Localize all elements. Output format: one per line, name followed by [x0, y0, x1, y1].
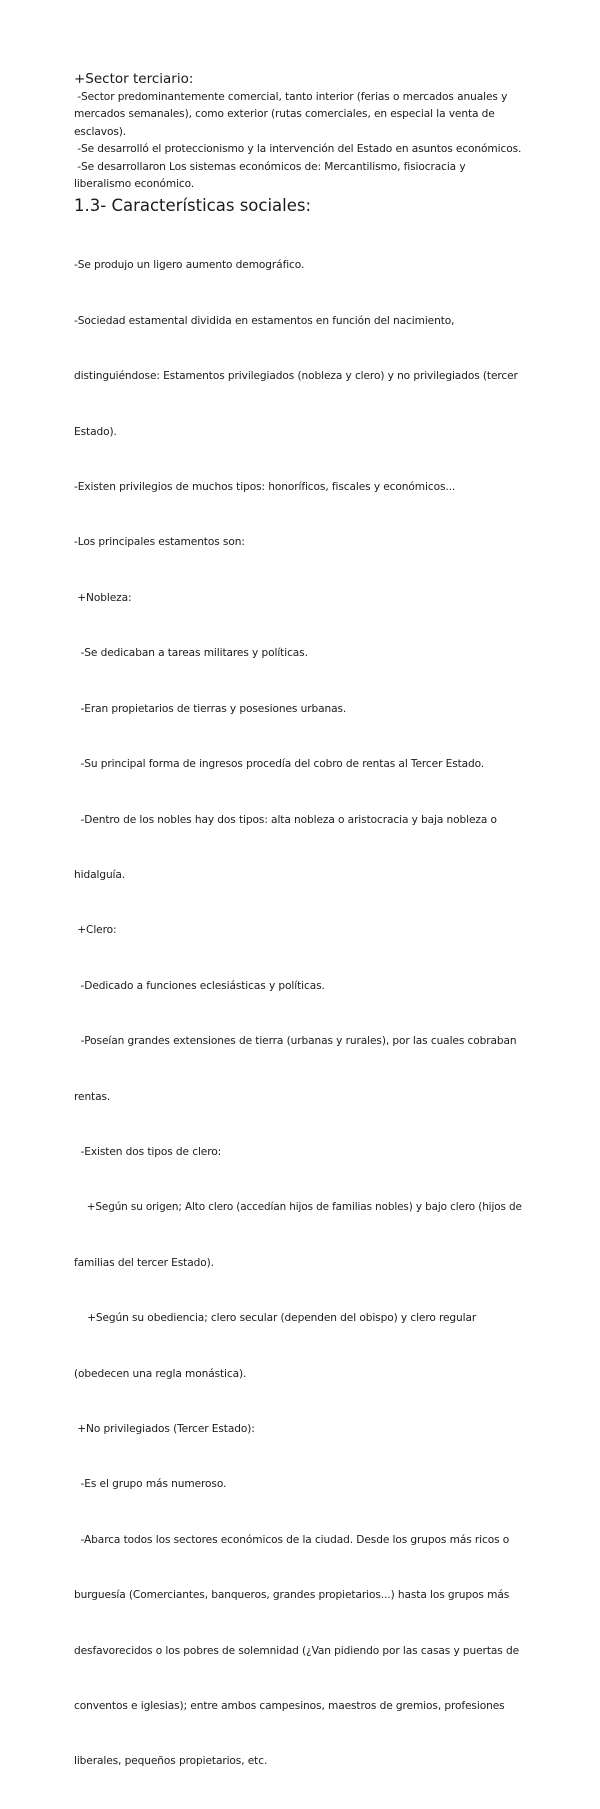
- text-line: hidalguía.: [74, 868, 126, 881]
- text-line: +Según su obediencia; clero secular (dependen del obispo) y clero regular: [74, 1312, 477, 1325]
- text-line: -Abarca todos los sectores económicos de la ciudad. Desde los grupos más ricos o: [74, 1533, 510, 1546]
- text-line: burguesía (Comerciantes, banqueros, grandes propietarios...) hasta los grupos más: [74, 1589, 510, 1602]
- subheading-clero: +Clero:: [74, 924, 117, 937]
- text-line: liberalismo económico.: [74, 178, 195, 191]
- text-line: -Eran propietarios de tierras y posesiones urbanas.: [74, 702, 347, 715]
- text-line: -Se desarrolló el proteccionismo y la intervención del Estado en asuntos económicos.: [74, 143, 522, 156]
- text-line: -Existen dos tipos de clero:: [74, 1145, 222, 1158]
- text-line: liberales, pequeños propietarios, etc.: [74, 1755, 268, 1768]
- text-line: -Se produjo un ligero aumento demográfico.: [74, 259, 305, 272]
- text-line: -Se dedicaban a tareas militares y políticas.: [74, 647, 308, 660]
- text-line: -Dentro de los nobles hay dos tipos: alta nobleza o aristocracia y baja nobleza o: [74, 813, 497, 826]
- text-line: Estado).: [74, 425, 117, 438]
- text-line: mercados semanales), como exterior (rutas comerciales, en especial la venta de: [74, 108, 495, 121]
- section-heading: 1.3- Características sociales:: [74, 196, 312, 216]
- text-line: -Poseían grandes extensiones de tierra (urbanas y rurales), por las cuales cobraban: [74, 1035, 517, 1048]
- subheading-nobleza: +Nobleza:: [74, 591, 132, 604]
- text-line: rentas.: [74, 1090, 111, 1103]
- text-line: -Dedicado a funciones eclesiásticas y políticas.: [74, 979, 325, 992]
- text-line: -Su principal forma de ingresos procedía del cobro de rentas al Tercer Estado.: [74, 758, 485, 771]
- text-line: conventos e iglesias); entre ambos campesinos, maestros de gremios, profesiones: [74, 1700, 505, 1712]
- text-line: +Según su origen; Alto clero (accedían hijos de familias nobles) y bajo clero (hijos de: [74, 1201, 522, 1214]
- sector-terciario-body: [74, 89, 530, 193]
- text-line: (obedecen una regla monástica).: [74, 1367, 247, 1380]
- document-page: [74, 70, 530, 1809]
- text-line: -Los principales estamentos son:: [74, 536, 245, 549]
- text-line: esclavos).: [74, 125, 127, 138]
- section-body: [74, 219, 530, 1808]
- text-line: -Es el grupo más numeroso.: [74, 1478, 227, 1491]
- text-line: -Existen privilegios de muchos tipos: honoríficos, fiscales y económicos...: [74, 481, 456, 494]
- text-line: -Sociedad estamental dividida en estamentos en función del nacimiento,: [74, 314, 455, 327]
- subheading-no-privilegiados: +No privilegiados (Tercer Estado):: [74, 1422, 255, 1435]
- text-line: distinguiéndose: Estamentos privilegiados (nobleza y clero) y no privilegiados (tercer: [74, 370, 518, 383]
- text-line: desfavorecidos o los pobres de solemnidad (¿Van pidiendo por las casas y puertas de: [74, 1644, 519, 1657]
- text-line: -Sector predominantemente comercial, tanto interior (ferias o mercados anuales y: [74, 91, 508, 103]
- text-line: -Se desarrollaron Los sistemas económicos de: Mercantilismo, fisiocracia y: [74, 160, 466, 173]
- text-line: familias del tercer Estado).: [74, 1256, 214, 1269]
- sector-terciario-heading: +Sector terciario:: [74, 71, 194, 87]
